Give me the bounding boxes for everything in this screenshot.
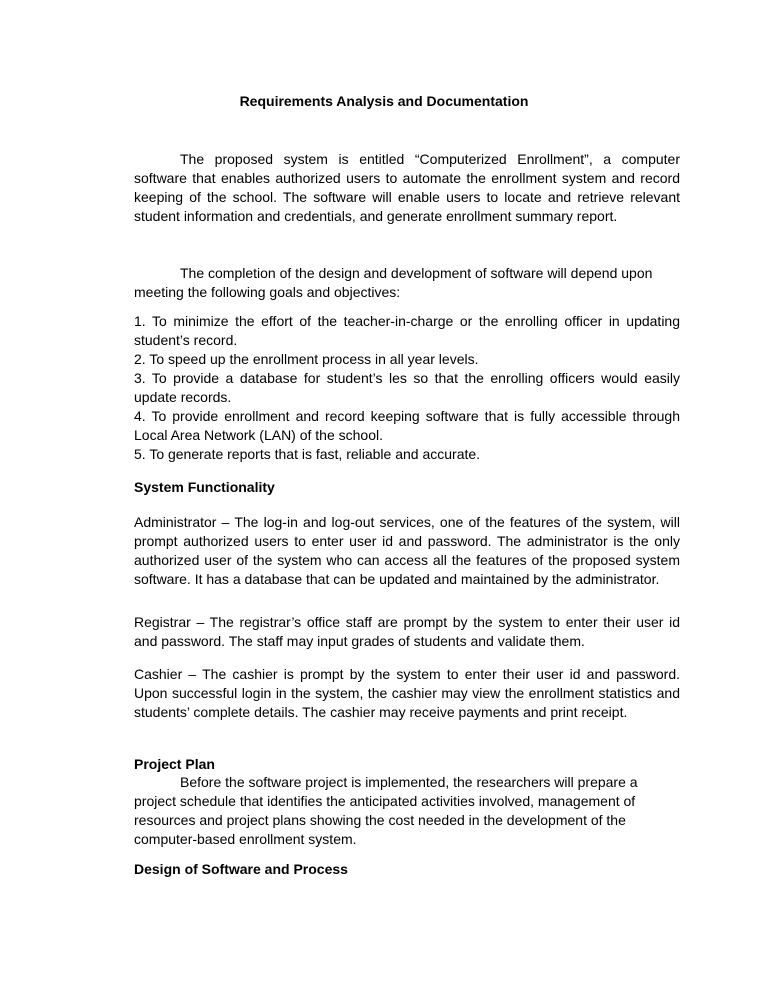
- goals-intro-paragraph: The completion of the design and development of software will depend upon meeting the following goals and objectives:: [134, 265, 653, 300]
- objective-item: 1. To minimize the effort of the teacher-in-charge or the enrolling officer in updating student’s record.: [134, 313, 680, 348]
- system-functionality-heading: System Functionality: [134, 479, 275, 495]
- administrator-paragraph: Administrator – The log-in and log-out services, one of the features of the system, will prompt authorized users to enter user id and password. The administrator is the only authorized user of the system who can access all the features of the proposed system software. It has a database that can be updated and maintained by the administrator.: [134, 514, 680, 587]
- registrar-paragraph: Registrar – The registrar’s office staff are prompt by the system to enter their user id and password. The staff may input grades of students and validate them.: [134, 614, 680, 649]
- objective-item: 2. To speed up the enrollment process in all year levels.: [134, 351, 479, 367]
- page-title: Requirements Analysis and Documentation: [239, 93, 529, 109]
- objective-item: 3. To provide a database for student’s les so that the enrolling officers would easily update records.: [134, 370, 680, 405]
- project-plan-paragraph: Before the software project is implemented, the researchers will prepare a project schedule that identifies the anticipated activities involved, management of resources and project plans showing the cost needed in the development of the computer-based enrollment system.: [134, 774, 638, 847]
- objective-item: 4. To provide enrollment and record keeping software that is fully accessible through Local Area Network (LAN) of the school.: [134, 408, 680, 443]
- intro-paragraph: The proposed system is entitled “Computerized Enrollment”, a computer software that enables authorized users to automate the enrollment system and record keeping of the school. The software will enable users to locate and retrieve relevant student information and credentials, and generate enrollment summary report.: [134, 151, 680, 224]
- design-heading: Design of Software and Process: [134, 861, 348, 877]
- project-plan-heading: Project Plan: [134, 756, 215, 772]
- objectives-list: [134, 312, 680, 464]
- objective-item: 5. To generate reports that is fast, reliable and accurate.: [134, 446, 481, 462]
- cashier-paragraph: Cashier – The cashier is prompt by the system to enter their user id and password. Upon successful login in the system, the cashier may view the enrollment statistics and students’ complete details. The cashier may receive payments and print receipt.: [134, 666, 680, 720]
